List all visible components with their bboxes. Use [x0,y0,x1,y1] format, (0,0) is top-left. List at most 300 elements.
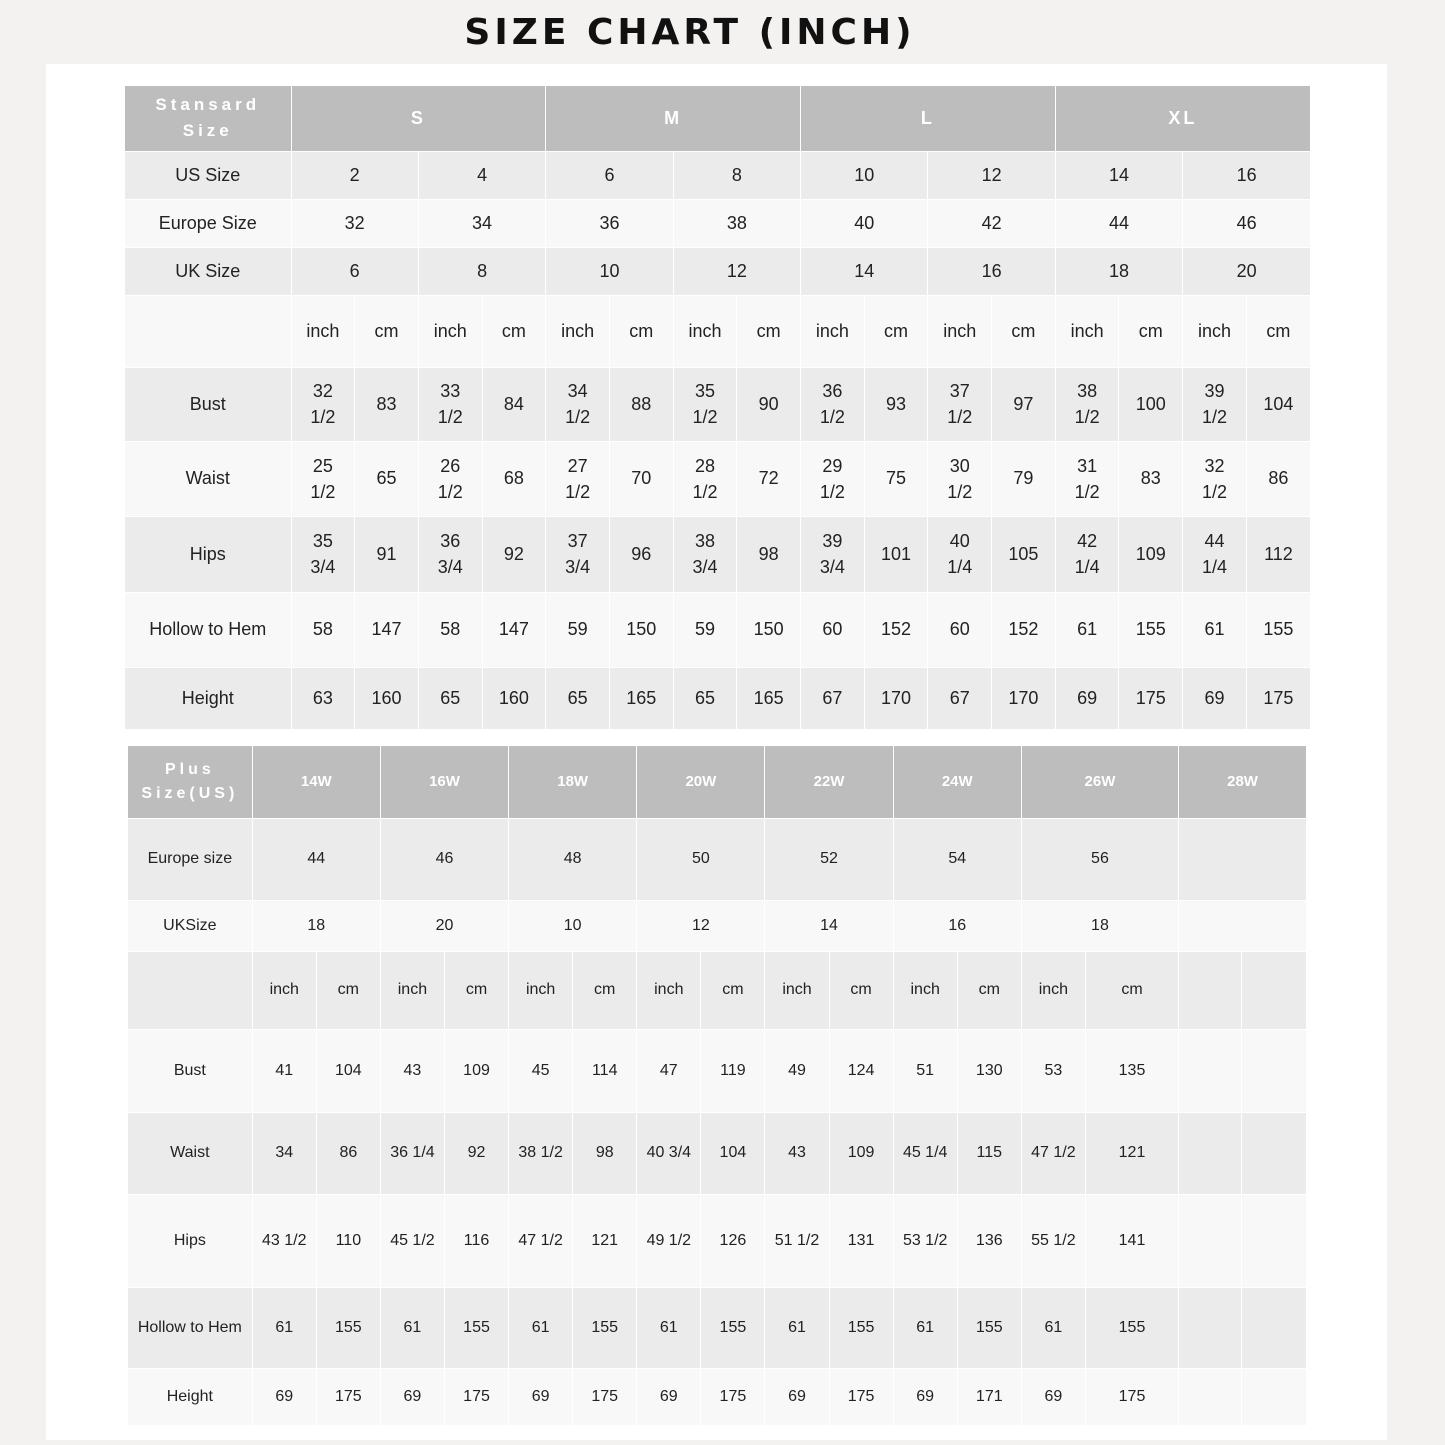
measure-value: 155 [701,1287,765,1368]
measure-value: 60 [928,592,992,667]
measure-value-part: 1/2 [692,481,718,502]
standard-corner-label-part: Size [182,121,233,141]
measure-value-part: 1/2 [692,407,718,427]
measure-value: 61 [1055,592,1119,667]
measure-value [1183,516,1247,592]
size-value: 46 [1183,199,1310,247]
measure-value: 45 [509,1029,573,1112]
measure-value: 58 [291,592,355,667]
plus-measurement-row [128,1112,1306,1194]
measure-value: 69 [380,1368,444,1425]
measure-value-part: 28 [694,455,715,476]
measure-value: 41 [252,1029,316,1112]
measure-value: 152 [992,592,1056,667]
size-value: 8 [418,247,545,295]
plus-size-header: 14W [252,746,380,818]
measure-value: 91 [355,516,419,592]
measure-value [291,367,355,441]
measure-value [1179,1029,1242,1112]
measure-value-part: 1/2 [310,481,336,502]
measure-value: 112 [1246,516,1310,592]
measure-value-part: 26 [440,455,461,476]
measure-value: 69 [252,1368,316,1425]
unit-inch-label: inch [291,295,355,367]
unit-inch-label: inch [418,295,482,367]
measure-value: 69 [765,1368,829,1425]
measure-value [1183,441,1247,516]
measure-value: 175 [1246,667,1310,729]
standard-header-row [125,86,1310,151]
size-value: 18 [1021,900,1178,951]
measure-value [418,367,482,441]
measure-value-part: 1/4 [1074,557,1100,577]
plus-header-row [128,746,1306,818]
measure-value: 165 [609,667,673,729]
measure-value: 83 [355,367,419,441]
size-value: 34 [418,199,545,247]
measure-value: 75 [864,441,928,516]
measure-value: 104 [701,1112,765,1194]
measure-value: 96 [609,516,673,592]
row-label: Waist [125,441,291,516]
measure-value [1242,1194,1306,1287]
measure-value [928,367,992,441]
measure-value: 175 [444,1368,508,1425]
measure-value: 175 [829,1368,893,1425]
measure-value: 171 [957,1368,1021,1425]
measurement-row [125,367,1310,441]
unit-cm-label: cm [573,951,637,1029]
measure-value: 155 [1246,592,1310,667]
row-label: UKSize [128,900,252,951]
measure-value: 45 1/2 [380,1194,444,1287]
measure-value: 109 [829,1112,893,1194]
measure-value: 67 [928,667,992,729]
measure-value: 175 [701,1368,765,1425]
measure-value: 160 [355,667,419,729]
measure-value [1242,1112,1306,1194]
row-label: Hips [125,516,291,592]
size-value: 20 [1183,247,1310,295]
measure-value: 72 [737,441,801,516]
measure-value: 104 [316,1029,380,1112]
measure-value: 147 [355,592,419,667]
measure-value-part: 1/2 [947,481,973,502]
unit-cm-label: cm [444,951,508,1029]
measure-value-part: 1/2 [1201,407,1227,427]
measure-value: 58 [418,592,482,667]
plus-corner-label [128,746,252,818]
plus-unit-row [128,951,1306,1029]
measure-value: 86 [1246,441,1310,516]
unit-inch-label: inch [1021,951,1085,1029]
measure-value: 155 [316,1287,380,1368]
measure-value-part: 1/2 [947,407,973,427]
plus-size-table [128,746,1306,1426]
europe-size-row [125,199,1310,247]
size-value: 10 [546,247,673,295]
measure-value: 100 [1119,367,1183,441]
size-group-header: S [291,86,546,151]
size-value: 16 [893,900,1021,951]
measure-value: 170 [864,667,928,729]
plus-europe-size-row [128,818,1306,900]
measure-value: 61 [1183,592,1247,667]
measure-value: 60 [801,592,865,667]
plus-measurement-row [128,1194,1306,1287]
measure-value-part: 37 [949,381,970,401]
measure-value: 51 [893,1029,957,1112]
size-value: 10 [509,900,637,951]
measure-value-part: 37 [567,531,588,551]
measure-value-part: 3/4 [819,557,845,577]
size-value: 52 [765,818,893,900]
measure-value: 70 [609,441,673,516]
measure-value-part: 3/4 [437,557,463,577]
unit-cm-label: cm [737,295,801,367]
empty-cell [1242,951,1306,1029]
measure-value: 69 [1055,667,1119,729]
measure-value-part: 25 [312,455,333,476]
size-value: 14 [1055,151,1182,199]
unit-cm-label: cm [316,951,380,1029]
measure-value-part: 30 [949,455,970,476]
measure-value-part: 38 [1077,381,1098,401]
size-value: 14 [765,900,893,951]
measure-value-part: 40 [949,531,970,551]
measure-value [1242,1287,1306,1368]
measure-value: 65 [418,667,482,729]
measure-value [1055,367,1119,441]
measure-value-part: 29 [822,455,843,476]
measure-value: 61 [509,1287,573,1368]
measure-value: 175 [316,1368,380,1425]
measure-value: 150 [609,592,673,667]
measure-value [928,441,992,516]
measure-value-part: 39 [822,531,843,551]
measure-value: 65 [673,667,737,729]
measure-value: 84 [482,367,546,441]
measure-value: 88 [609,367,673,441]
measure-value [1055,516,1119,592]
measure-value: 63 [291,667,355,729]
size-value: 4 [418,151,545,199]
size-value: 56 [1021,818,1178,900]
unit-inch-label: inch [546,295,610,367]
measure-value: 69 [637,1368,701,1425]
measure-value: 135 [1085,1029,1178,1112]
measure-value: 155 [829,1287,893,1368]
measure-value: 155 [573,1287,637,1368]
unit-cm-label: cm [1246,295,1310,367]
measure-value-part: 35 [312,531,333,551]
plus-measurement-row [128,1368,1306,1425]
measurement-row [125,441,1310,516]
measure-value [546,516,610,592]
unit-inch-label: inch [893,951,957,1029]
measure-value: 147 [482,592,546,667]
unit-inch-label: inch [1055,295,1119,367]
plus-size-header: 28W [1179,746,1306,818]
measure-value [801,516,865,592]
measure-value-part: 39 [1204,381,1225,401]
measure-value: 121 [1085,1112,1178,1194]
measure-value-part: 1/2 [310,407,336,427]
measure-value [673,441,737,516]
unit-inch-label: inch [801,295,865,367]
standard-corner-label [125,86,291,151]
measure-value [546,367,610,441]
measure-value-part: 44 [1204,531,1225,551]
measure-value: 155 [957,1287,1021,1368]
measure-value [801,367,865,441]
measure-value-part: 36 [440,531,461,551]
measure-value: 98 [737,516,801,592]
measure-value: 45 1/4 [893,1112,957,1194]
unit-inch-label: inch [637,951,701,1029]
size-value [1179,818,1306,900]
size-group-header: L [801,86,1056,151]
size-value: 44 [1055,199,1182,247]
size-value: 44 [252,818,380,900]
size-value: 16 [928,247,1055,295]
measure-value: 55 1/2 [1021,1194,1085,1287]
measure-value: 51 1/2 [765,1194,829,1287]
measure-value-part: 1/4 [1201,557,1227,577]
measure-value-part: 1/2 [819,407,845,427]
plus-corner-label-part: Size(US) [141,784,239,802]
measure-value: 175 [573,1368,637,1425]
measure-value: 69 [1183,667,1247,729]
measure-value-part: 38 [694,531,715,551]
measure-value: 43 1/2 [252,1194,316,1287]
unit-inch-label: inch [765,951,829,1029]
measure-value: 93 [864,367,928,441]
size-value: 16 [1183,151,1310,199]
measure-value: 38 1/2 [509,1112,573,1194]
size-value: 42 [928,199,1055,247]
measure-value: 152 [864,592,928,667]
measure-value [1179,1287,1242,1368]
measure-value: 59 [546,592,610,667]
measure-value: 47 1/2 [509,1194,573,1287]
unit-inch-label: inch [380,951,444,1029]
measure-value [546,441,610,516]
row-label [125,295,291,367]
measure-value: 150 [737,592,801,667]
size-group-header: XL [1055,86,1310,151]
unit-inch-label: inch [1183,295,1247,367]
plus-corner-label-part: Plus [164,760,215,778]
size-value: 8 [673,151,800,199]
row-label: Europe size [128,818,252,900]
unit-cm-label: cm [482,295,546,367]
measure-value: 69 [509,1368,573,1425]
size-value: 54 [893,818,1021,900]
size-value: 12 [637,900,765,951]
measure-value-part: 33 [440,381,461,401]
unit-inch-label: inch [673,295,737,367]
plus-measurement-row [128,1287,1306,1368]
unit-cm-label: cm [609,295,673,367]
measure-value: 53 1/2 [893,1194,957,1287]
measure-value: 97 [992,367,1056,441]
unit-cm-label: cm [829,951,893,1029]
unit-cm-label: cm [864,295,928,367]
measure-value: 175 [1085,1368,1178,1425]
unit-inch-label: inch [928,295,992,367]
measure-value-part: 1/2 [1201,481,1227,502]
measure-value: 79 [992,441,1056,516]
measure-value: 49 1/2 [637,1194,701,1287]
row-label: UK Size [125,247,291,295]
size-value: 46 [380,818,508,900]
size-value: 32 [291,199,418,247]
row-label: Waist [128,1112,252,1194]
measure-value: 121 [573,1194,637,1287]
measure-value: 124 [829,1029,893,1112]
size-value: 40 [801,199,928,247]
measure-value: 43 [765,1112,829,1194]
measure-value-part: 31 [1077,455,1098,476]
measure-value: 49 [765,1029,829,1112]
measure-value: 141 [1085,1194,1178,1287]
measure-value-part: 1/2 [437,407,463,427]
size-value: 12 [673,247,800,295]
row-label: Hollow to Hem [125,592,291,667]
measure-value-part: 3/4 [565,557,591,577]
measure-value [418,441,482,516]
plus-measurement-row [128,1029,1306,1112]
size-value [1179,900,1306,951]
measure-value: 131 [829,1194,893,1287]
measure-value [673,367,737,441]
plus-size-header: 18W [509,746,637,818]
measure-value: 68 [482,441,546,516]
measure-value [1179,1194,1242,1287]
measure-value [291,441,355,516]
measure-value: 155 [1119,592,1183,667]
measure-value [1055,441,1119,516]
measure-value [801,441,865,516]
measure-value-part: 42 [1077,531,1098,551]
row-label: Bust [125,367,291,441]
row-label: Hips [128,1194,252,1287]
measure-value: 104 [1246,367,1310,441]
measure-value: 155 [1085,1287,1178,1368]
measure-value: 114 [573,1029,637,1112]
plus-uk-size-row [128,900,1306,951]
measure-value: 92 [482,516,546,592]
measure-value: 126 [701,1194,765,1287]
measure-value-part: 34 [567,381,588,401]
measure-value [673,516,737,592]
size-value: 2 [291,151,418,199]
measure-value-part: 1/2 [819,481,845,502]
measure-value-part: 3/4 [692,557,718,577]
size-value: 18 [252,900,380,951]
measure-value: 175 [1119,667,1183,729]
measure-value-part: 32 [312,381,333,401]
measure-value: 165 [737,667,801,729]
row-label: Europe Size [125,199,291,247]
page-title: SIZE CHART (INCH) [464,12,916,53]
measurement-row [125,592,1310,667]
size-value: 6 [546,151,673,199]
measure-value [1183,367,1247,441]
size-value: 50 [637,818,765,900]
measure-value: 86 [316,1112,380,1194]
plus-size-header: 24W [893,746,1021,818]
measure-value: 61 [893,1287,957,1368]
row-label: US Size [125,151,291,199]
empty-cell [1179,951,1242,1029]
measure-value: 59 [673,592,737,667]
measure-value [291,516,355,592]
measure-value: 65 [546,667,610,729]
size-value: 6 [291,247,418,295]
us-size-row [125,151,1310,199]
size-value: 48 [509,818,637,900]
size-value: 38 [673,199,800,247]
standard-size-table [125,86,1310,730]
measure-value: 61 [380,1287,444,1368]
measure-value-part: 35 [694,381,715,401]
measure-value: 109 [1119,516,1183,592]
unit-row [125,295,1310,367]
measure-value-part: 3/4 [310,557,336,577]
measure-value: 130 [957,1029,1021,1112]
measure-value-part: 1/2 [565,407,591,427]
row-label: Bust [128,1029,252,1112]
row-label: Height [125,667,291,729]
measure-value: 136 [957,1194,1021,1287]
size-value: 10 [801,151,928,199]
plus-size-header: 16W [380,746,508,818]
size-group-header: M [546,86,801,151]
measure-value: 36 1/4 [380,1112,444,1194]
measure-value [1179,1368,1242,1425]
measure-value: 155 [444,1287,508,1368]
measure-value: 47 1/2 [1021,1112,1085,1194]
measure-value: 53 [1021,1029,1085,1112]
measure-value: 92 [444,1112,508,1194]
measure-value-part: 1/2 [565,481,591,502]
measure-value-part: 1/2 [1074,407,1100,427]
measure-value: 101 [864,516,928,592]
row-label [128,951,252,1029]
measure-value: 69 [893,1368,957,1425]
measure-value: 47 [637,1029,701,1112]
plus-size-header: 26W [1021,746,1178,818]
measure-value: 34 [252,1112,316,1194]
measure-value [928,516,992,592]
unit-cm-label: cm [1085,951,1178,1029]
measure-value-part: 1/2 [1074,481,1100,502]
size-value: 14 [801,247,928,295]
measure-value: 61 [637,1287,701,1368]
measure-value [1179,1112,1242,1194]
size-value: 36 [546,199,673,247]
measure-value: 40 3/4 [637,1112,701,1194]
measure-value: 65 [355,441,419,516]
measure-value: 119 [701,1029,765,1112]
unit-cm-label: cm [1119,295,1183,367]
measure-value-part: 32 [1204,455,1225,476]
unit-cm-label: cm [701,951,765,1029]
measure-value: 115 [957,1112,1021,1194]
unit-cm-label: cm [957,951,1021,1029]
